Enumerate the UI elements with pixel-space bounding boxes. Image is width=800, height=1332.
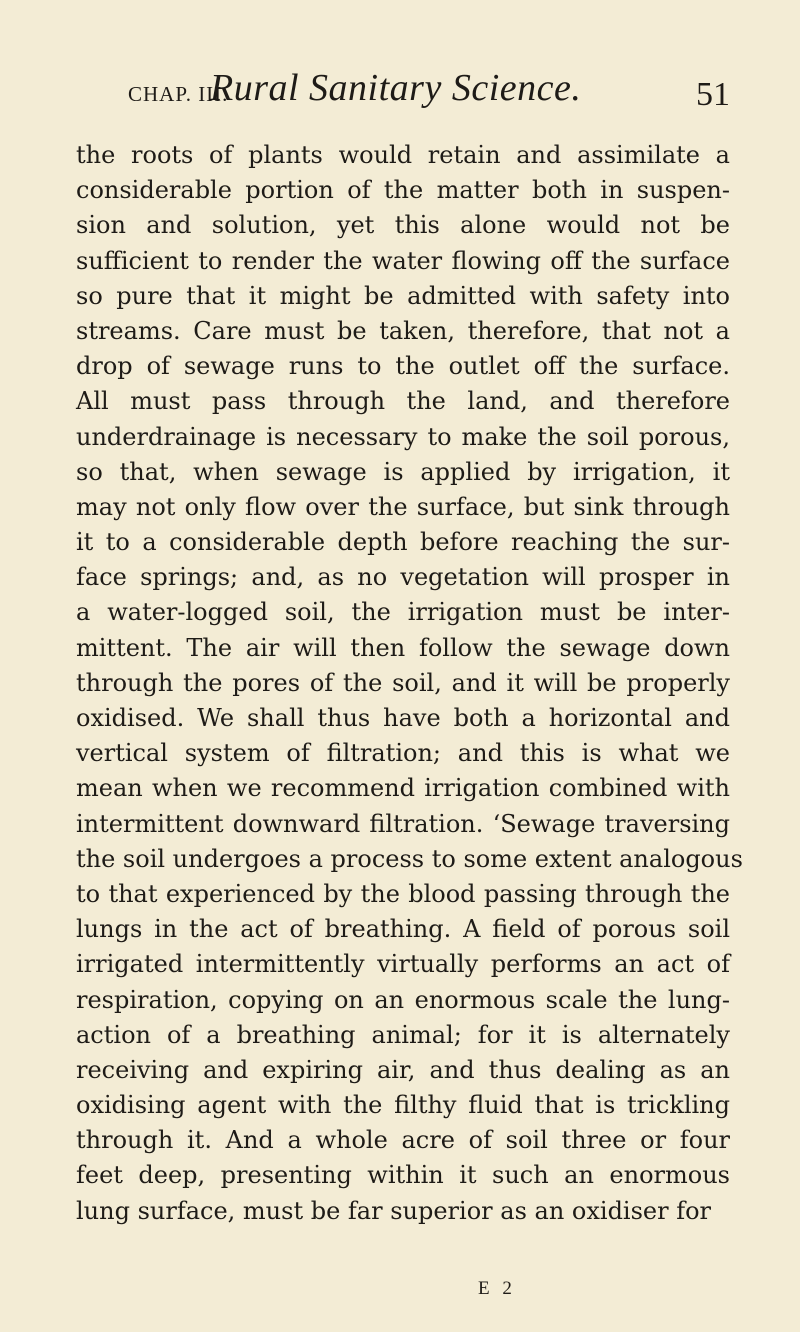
text-line: vertical system of filtration; and this is what we <box>76 739 730 768</box>
text-line: oxidising agent with the filthy fluid that is trickling <box>76 1091 730 1120</box>
text-line: so pure that it might be admitted with safety into <box>76 281 730 310</box>
chapter-label: CHAP. III. <box>128 82 229 106</box>
text-line: irrigated intermittently virtually performs an act of <box>76 950 730 979</box>
text-line: lung surface, must be far superior as an oxidiser for <box>76 1196 712 1225</box>
text-line: the roots of plants would retain and assimilate a <box>76 141 730 169</box>
text-line: so that, when sewage is applied by irrigation, it <box>76 457 730 486</box>
text-line: action of a breathing animal; for it is alternately <box>76 1020 730 1049</box>
text-line: may not only flow over the surface, but sink through <box>76 492 730 521</box>
text-line: a water-logged soil, the irrigation must be inter- <box>76 598 730 627</box>
body-text <box>76 138 743 1229</box>
text-line: to that experienced by the blood passing through the <box>76 879 730 908</box>
signature-mark: E 2 <box>478 1278 516 1299</box>
page-number: 51 <box>696 76 730 113</box>
text-line: through it. And a whole acre of soil three or four <box>76 1126 730 1155</box>
text-line: oxidised. We shall thus have both a horizontal and <box>76 704 730 732</box>
text-line: considerable portion of the matter both in suspen- <box>76 176 730 205</box>
text-line: it to a considerable depth before reaching the sur- <box>76 528 730 557</box>
text-line: face springs; and, as no vegetation will prosper in <box>76 563 730 592</box>
text-line: intermittent downward filtration. ‘Sewage traversing <box>76 809 730 838</box>
text-line: sufficient to render the water flowing off the surface <box>76 246 730 275</box>
text-line: receiving and expiring air, and thus dealing as an <box>76 1055 730 1084</box>
text-line: through the pores of the soil, and it will be properly <box>76 668 730 697</box>
text-line: sion and solution, yet this alone would not be <box>76 211 730 240</box>
text-line: streams. Care must be taken, therefore, that not a <box>76 316 730 345</box>
text-line: respiration, copying on an enormous scale the lung- <box>76 985 730 1014</box>
text-line: lungs in the act of breathing. A field of porous soil <box>76 915 730 944</box>
text-line: feet deep, presenting within it such an enormous <box>76 1161 730 1190</box>
text-line: mean when we recommend irrigation combined with <box>76 774 730 803</box>
text-line: drop of sewage runs to the outlet off the surface. <box>76 352 730 381</box>
text-line: mittent. The air will then follow the sewage down <box>76 633 730 662</box>
running-title: Rural Sanitary Science. <box>210 67 582 109</box>
running-head <box>128 66 730 126</box>
text-line: underdrainage is necessary to make the soil porous, <box>76 422 730 451</box>
text-line: All must pass through the land, and therefore <box>76 387 730 416</box>
text-line: the soil undergoes a process to some extent analogous <box>76 844 743 873</box>
